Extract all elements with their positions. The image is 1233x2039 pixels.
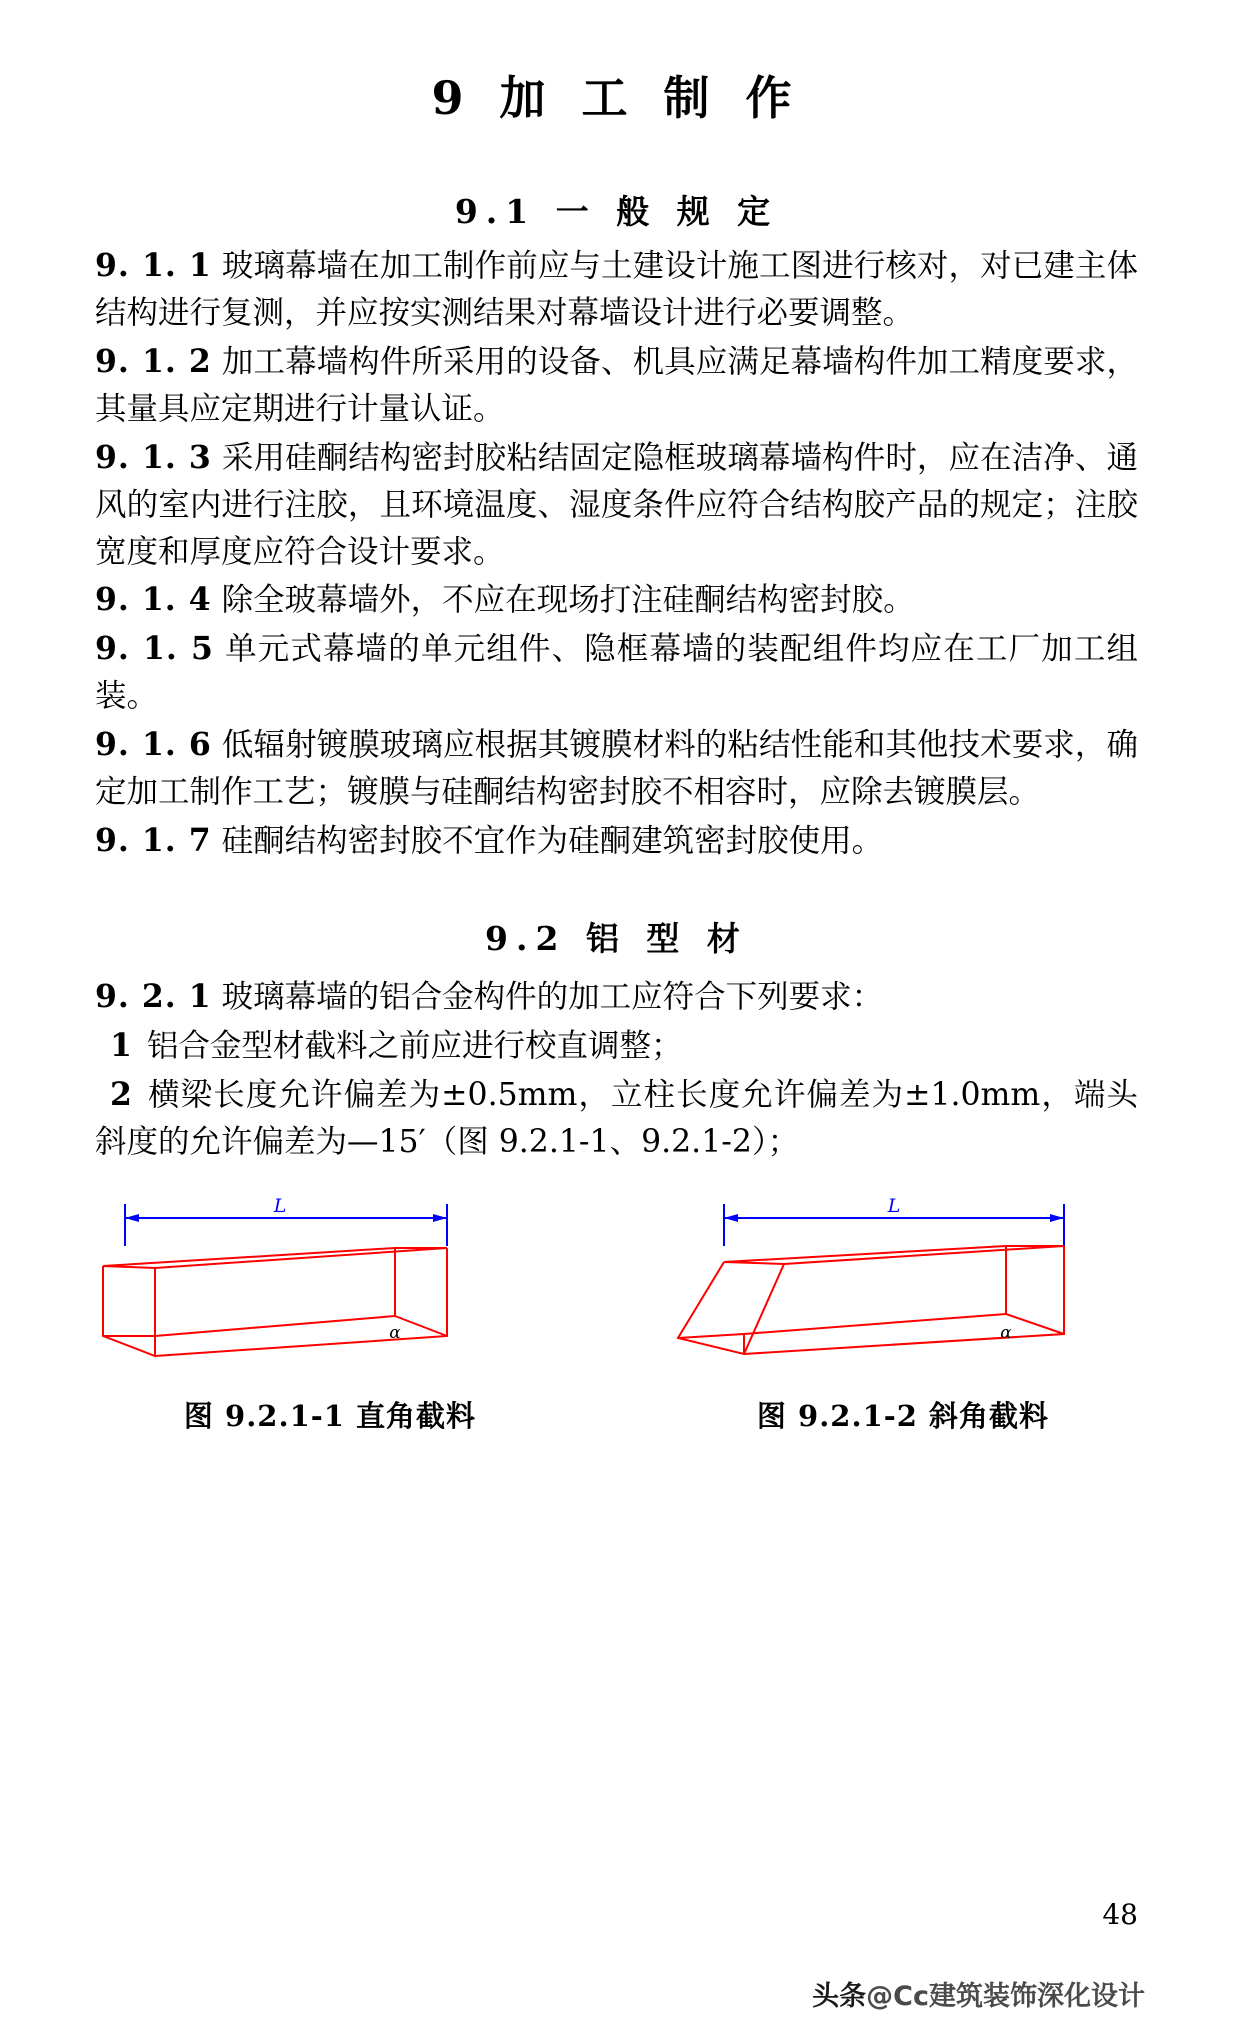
clause-number: 9. 1. 4 (95, 581, 212, 619)
clause-number: 9. 2. 1 (95, 977, 212, 1015)
clause-text: 玻璃幕墙的铝合金构件的加工应符合下列要求： (221, 978, 884, 1015)
list-item-text: 铝合金型材截料之前应进行校直调整； (147, 1027, 683, 1064)
watermark-text: @Cc建筑装饰深化设计 (866, 1981, 1145, 2012)
figure-9-2-1-1 (95, 1188, 565, 1435)
clause-number: 9. 1. 6 (95, 726, 212, 764)
right-angle-cut-diagram (95, 1188, 525, 1388)
clause-9-1-1 (95, 243, 1138, 337)
clause-9-1-4 (95, 577, 1138, 624)
list-item-number: 1 (110, 1026, 132, 1064)
clause-9-1-5 (95, 626, 1138, 720)
figure-caption: 图 9.2.1-1 直角截料 (183, 1398, 477, 1433)
clause-text: 除全玻幕墙外，不应在现场打注硅酮结构密封胶。 (221, 582, 915, 619)
dimension-label: L (887, 1194, 901, 1217)
clause-text: 玻璃幕墙在加工制作前应与土建设计施工图进行核对，对已建主体结构进行复测，并应按实测结果对幕墙设计进行必要调整。 (95, 248, 1138, 331)
bevel-cut-diagram (668, 1188, 1098, 1388)
list-item-text: 横梁长度允许偏差为±0.5mm，立柱长度允许偏差为±1.0mm，端头斜度的允许偏差为—15′（图 9.2.1-1、9.2.1-2）； (95, 1076, 1138, 1160)
clause-text: 单元式幕墙的单元组件、隐框幕墙的装配组件均应在工厂加工组装。 (95, 631, 1138, 715)
clause-9-1-2 (95, 339, 1138, 433)
clause-text: 低辐射镀膜玻璃应根据其镀膜材料的粘结性能和其他技术要求，确定加工制作工艺；镀膜与硅酮结构密封胶不相容时，应除去镀膜层。 (95, 727, 1138, 811)
clause-text: 硅酮结构密封胶不宜作为硅酮建筑密封胶使用。 (221, 823, 884, 860)
figure-caption: 图 9.2.1-2 斜角截料 (756, 1398, 1050, 1433)
angle-label: α (389, 1322, 401, 1343)
clause-number: 9. 1. 3 (95, 438, 212, 476)
page-number: 48 (1102, 1898, 1138, 1931)
clause-9-1-7 (95, 818, 1138, 865)
watermark (812, 1974, 1145, 2013)
angle-label: α (1000, 1322, 1012, 1343)
list-item-2 (95, 1072, 1138, 1166)
section-title-9-1: 9.1 一 般 规 定 (454, 192, 779, 231)
watermark-prefix: 头条 (812, 1981, 867, 2012)
chapter-title: 9 加 工 制 作 (431, 71, 802, 125)
list-item-number: 2 (110, 1075, 132, 1113)
list-item-1 (95, 1023, 1138, 1070)
figure-group (95, 1188, 1138, 1435)
clause-9-2-1 (95, 974, 1138, 1021)
clause-number: 9. 1. 2 (95, 342, 212, 380)
clause-number: 9. 1. 1 (95, 247, 212, 284)
dimension-label: L (273, 1194, 287, 1217)
clause-number: 9. 1. 5 (95, 630, 214, 668)
clause-text: 加工幕墙构件所采用的设备、机具应满足幕墙构件加工精度要求，其量具应定期进行计量认证。 (95, 343, 1138, 427)
clause-9-1-6 (95, 722, 1138, 816)
clause-text: 采用硅酮结构密封胶粘结固定隐框玻璃幕墙构件时，应在洁净、通风的室内进行注胶，且环境温度、湿度条件应符合结构胶产品的规定；注胶宽度和厚度应符合设计要求。 (95, 439, 1138, 570)
figure-9-2-1-2 (668, 1188, 1138, 1435)
section-title-9-2: 9.2 铝 型 材 (485, 918, 748, 958)
clause-number: 9. 1. 7 (95, 822, 212, 860)
clause-9-1-3 (95, 435, 1138, 576)
